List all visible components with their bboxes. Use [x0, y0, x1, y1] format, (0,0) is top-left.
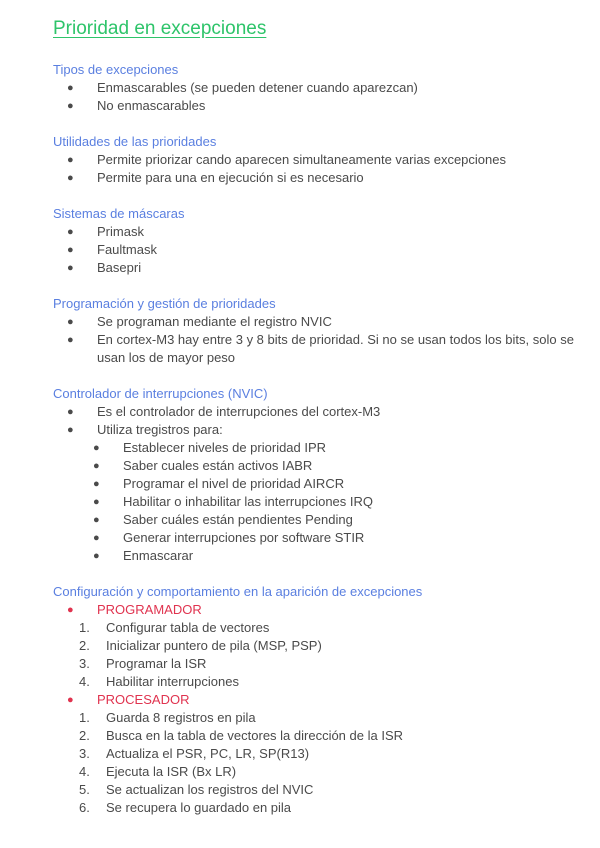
list-item: 6. Se recupera lo guardado en pila [79, 800, 292, 815]
bullet-icon: ● [93, 514, 100, 526]
bullet-icon: ● [93, 460, 100, 472]
bullet-list [53, 313, 583, 367]
section-heading: Configuración y comportamiento en la aparición de excepciones [53, 584, 423, 599]
bullet-list [53, 151, 583, 187]
list-item: 1. Guarda 8 registros en pila [79, 710, 256, 725]
list-item: 2. Busca en la tabla de vectores la dirección de la ISR [79, 728, 404, 743]
bullet-icon: ● [67, 316, 74, 328]
list-item: 4. Ejecuta la ISR (Bx LR) [79, 764, 237, 779]
numbered-list-procesador [53, 709, 583, 817]
list-item: ● Faultmask [67, 242, 157, 257]
section-heading: Controlador de interrupciones (NVIC) [53, 386, 268, 401]
bullet-icon: ● [67, 694, 74, 706]
list-item: ● Saber cuales están activos IABR [93, 458, 313, 473]
section-heading: Programación y gestión de prioridades [53, 296, 276, 311]
section-configuracion-comportamiento [53, 583, 583, 817]
list-item: ● Es el controlador de interrupciones del cortex-M3 [67, 404, 381, 419]
section-heading: Tipos de excepciones [53, 62, 179, 77]
section-utilidades-prioridades [53, 133, 583, 187]
bullet-icon: ● [93, 496, 100, 508]
list-item: 3. Actualiza el PSR, PC, LR, SP(R13) [79, 746, 310, 761]
section-sistemas-mascaras [53, 205, 583, 277]
list-item: ● Permite para una en ejecución si es necesario [67, 170, 364, 185]
bullet-list [53, 601, 583, 619]
list-item: ● Enmascarar [93, 548, 194, 563]
list-item: ● Utiliza tregistros para: [67, 422, 223, 437]
bullet-icon: ● [93, 478, 100, 490]
bullet-icon: ● [93, 532, 100, 544]
bullet-icon: ● [67, 100, 74, 112]
list-item: 4. Habilitar interrupciones [79, 674, 239, 689]
sub-bullet-list [53, 439, 583, 565]
list-item: ● Primask [67, 224, 144, 239]
bullet-icon: ● [67, 244, 74, 256]
list-item: ● Habilitar o inhabilitar las interrupciones IRQ [93, 494, 374, 509]
section-heading: Utilidades de las prioridades [53, 134, 217, 149]
section-heading: Sistemas de máscaras [53, 206, 185, 221]
bullet-icon: ● [67, 406, 74, 418]
numbered-list-programador [53, 619, 583, 691]
list-item: 2. Inicializar puntero de pila (MSP, PSP) [79, 638, 322, 653]
list-item-procesador: ● PROCESADOR [67, 692, 190, 707]
list-item-programador: ● PROGRAMADOR [67, 602, 202, 617]
bullet-list [53, 79, 583, 115]
list-item: ● Establecer niveles de prioridad IPR [93, 440, 327, 455]
bullet-icon: ● [67, 334, 74, 346]
list-item: ● Enmascarables (se pueden detener cuando aparezcan) [67, 80, 418, 95]
list-item: ● No enmascarables [67, 98, 206, 113]
section-tipos-excepciones [53, 61, 583, 115]
bullet-icon: ● [67, 424, 74, 436]
list-item: 1. Configurar tabla de vectores [79, 620, 270, 635]
page-title: Prioridad en excepciones [53, 18, 267, 39]
section-controlador-nvic [53, 385, 583, 565]
section-programacion-gestion [53, 295, 583, 367]
bullet-icon: ● [67, 82, 74, 94]
bullet-icon: ● [67, 154, 74, 166]
bullet-icon: ● [67, 604, 74, 616]
list-item: ● Basepri [67, 260, 142, 275]
list-item: ● Se programan mediante el registro NVIC [67, 314, 332, 329]
list-item: 5. Se actualizan los registros del NVIC [79, 782, 314, 797]
list-item: ● Saber cuáles están pendientes Pending [93, 512, 353, 527]
list-item: ● Programar el nivel de prioridad AIRCR [93, 476, 345, 491]
bullet-list [53, 223, 583, 277]
bullet-icon: ● [93, 442, 100, 454]
list-item: 3. Programar la ISR [79, 656, 207, 671]
list-item: ● Generar interrupciones por software STIR [93, 530, 365, 545]
bullet-list [53, 403, 583, 439]
list-item: ● En cortex-M3 hay entre 3 y 8 bits de prioridad. Si no se usan todos los bits, solo se usan los de mayor peso [67, 332, 574, 365]
bullet-icon: ● [93, 550, 100, 562]
bullet-list [53, 691, 583, 709]
list-item: ● Permite priorizar cando aparecen simultaneamente varias excepciones [67, 152, 506, 167]
bullet-icon: ● [67, 226, 74, 238]
bullet-icon: ● [67, 262, 74, 274]
bullet-icon: ● [67, 172, 74, 184]
